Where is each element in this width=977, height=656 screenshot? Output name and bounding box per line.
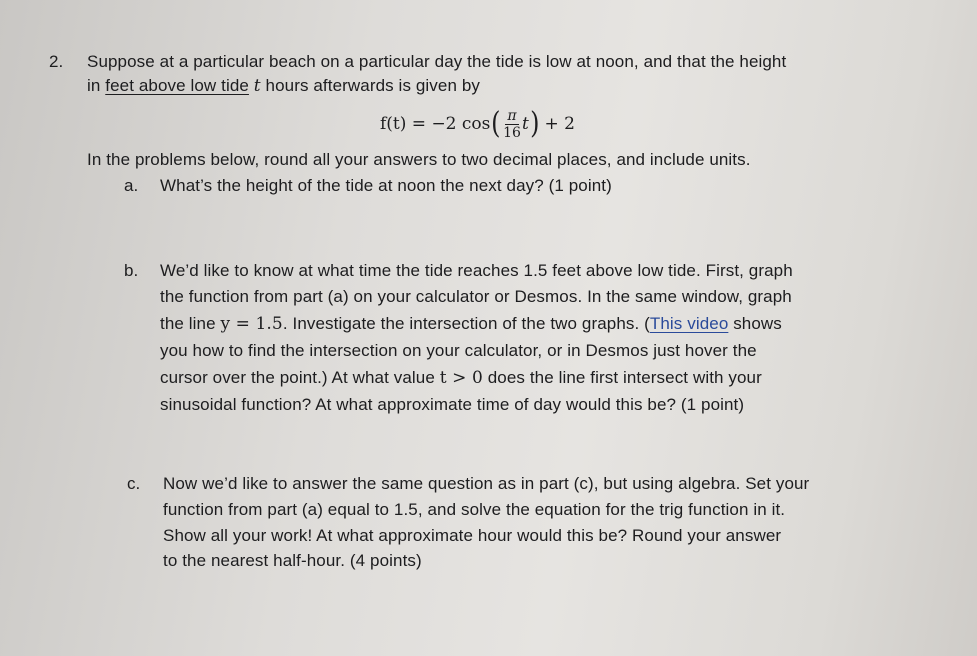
part-b-line-5-pre: cursor over the point.) At what value (160, 368, 440, 387)
part-a-text: What’s the height of the tide at noon the next day? (1 point) (160, 176, 612, 195)
part-c-line-4: to the nearest half-hour. (4 points) (163, 551, 422, 570)
part-b-line-1: We’d like to know at what time the tide reaches 1.5 feet above low tide. First, graph (160, 261, 793, 280)
underlined-phrase: feet above low tide (105, 76, 249, 95)
part-c-line-3: Show all your work! At what approximate hour would this be? Round your answer (163, 526, 782, 545)
part-b-line-5-post: does the line first intersect with your (482, 368, 762, 387)
formula-rhs: + 2 (544, 114, 575, 134)
part-b-line-6: sinusoidal function? At what approximate time of day would this be? (1 point) (160, 395, 745, 414)
part-c-line-1: Now we’d like to answer the same question as in part (c), but using algebra. Set your (163, 474, 810, 493)
question-intro-line-2 (87, 76, 480, 96)
formula-fraction (503, 109, 521, 140)
part-b-line-3 (160, 314, 782, 334)
instructions: In the problems below, round all your answers to two decimal places, and include units. (87, 150, 751, 169)
close-paren: ) (529, 106, 540, 141)
formula-inner-variable: t (521, 114, 529, 134)
question-number: 2. (49, 52, 64, 71)
part-b-line-5 (160, 368, 762, 388)
part-b-line-3-pre: the line (160, 314, 221, 333)
part-b-line-3-post: shows (728, 314, 782, 333)
this-video-link[interactable]: This video (649, 314, 729, 333)
fraction-denominator: 16 (503, 124, 521, 141)
equation-y-equals: y = 1.5 (220, 314, 283, 334)
part-c-label: c. (127, 474, 141, 493)
part-b-line-4: you how to find the intersection on your calculator, or in Desmos just hover the (160, 341, 757, 360)
formula-lhs: f(t) = −2 cos (380, 114, 491, 134)
intro-line-2-post: hours afterwards is given by (260, 76, 480, 95)
inequality-t-positive: t > 0 (439, 368, 483, 388)
part-b-line-2: the function from part (a) on your calculator or Desmos. In the same window, graph (160, 287, 792, 306)
tide-formula (380, 104, 575, 144)
part-b-line-3-mid: . Investigate the intersection of the two graphs. ( (282, 314, 650, 333)
intro-line-2-pre: in (87, 76, 106, 95)
part-b-label: b. (124, 261, 139, 280)
question-intro-line-1: Suppose at a particular beach on a particular day the tide is low at noon, and that the height (87, 52, 787, 71)
part-c-line-2: function from part (a) equal to 1.5, and solve the equation for the trig function in it. (163, 500, 786, 519)
fraction-numerator: π (507, 107, 517, 124)
part-a-label: a. (124, 176, 139, 195)
variable-t: t (253, 76, 261, 96)
open-paren: ( (491, 106, 501, 141)
